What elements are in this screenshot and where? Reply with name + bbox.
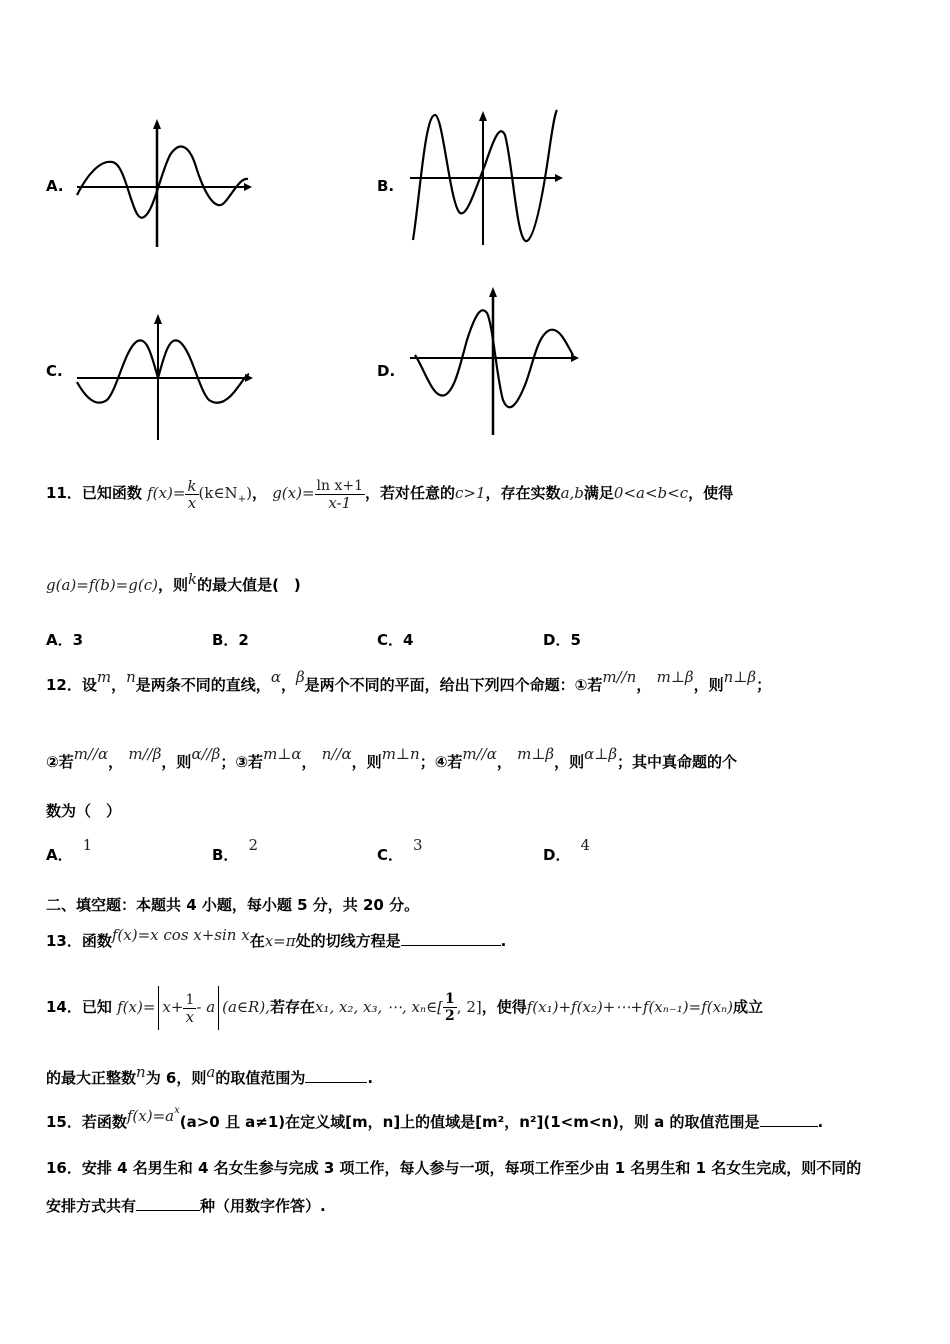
q10-graph-a bbox=[72, 115, 257, 250]
q13-line: 13．函数f(x)=x cos x+sin x在x=π处的切线方程是 . bbox=[46, 926, 507, 950]
q12-option-b[interactable]: B．2 bbox=[212, 836, 258, 864]
q10-option-d-label: D. bbox=[377, 362, 396, 380]
q11-cond-c: c>1 bbox=[455, 484, 486, 502]
q10-option-b-label: B. bbox=[377, 177, 395, 195]
q10-option-c-label: C. bbox=[46, 362, 63, 380]
q16-line1: 16．安排 4 名男生和 4 名女生参与完成 3 项工作，每人参与一项，每项工作至少由 1 名男生和 1 名女生完成，则不同的 bbox=[46, 1159, 862, 1177]
q11-text1: 已知函数 bbox=[81, 484, 142, 502]
q11-ineq: 0<a<b<c bbox=[613, 484, 689, 502]
section2-heading: 二、填空题：本题共 4 小题，每小题 5 分，共 20 分。 bbox=[46, 896, 420, 914]
q12-option-c[interactable]: C．3 bbox=[377, 836, 423, 864]
q11-option-a[interactable]: A．3 bbox=[46, 631, 84, 649]
q14-answer-blank[interactable] bbox=[305, 1068, 367, 1083]
q12-line3: 数为（ ） bbox=[46, 802, 122, 820]
q11-vars-ab: a,b bbox=[560, 484, 584, 502]
q11-text4: 满足 bbox=[583, 484, 614, 502]
q13-answer-blank[interactable] bbox=[401, 931, 501, 946]
q11-text3: ，存在实数 bbox=[485, 484, 561, 502]
q14-line1: 14．已知 f(x)= x+ $\frac{1}{x}$ - a (a∈R),若存在x₁, x₂, x₃, ⋯, xₙ∈[ $\frac{1}{2}$ , 2]，使得f(x₁)+f(x₂)+⋯+f(xₙ₋₁)=f(xₙ)成立 bbox=[46, 982, 763, 1032]
q11-eq-line: g(a)=f(b)=g(c) bbox=[46, 576, 158, 594]
q11-option-b[interactable]: B．2 bbox=[212, 631, 249, 649]
q12-line1: 12．设m，n是两条不同的直线，α，β是两个不同的平面，给出下列四个命题：①若m//n， m⊥β，则n⊥β； bbox=[46, 668, 772, 694]
q12-option-a[interactable]: A．1 bbox=[46, 836, 93, 864]
q10-graph-b bbox=[405, 105, 570, 250]
q10-graph-d bbox=[405, 285, 585, 440]
q11-option-c[interactable]: C．4 bbox=[377, 631, 414, 649]
q16-answer-blank[interactable] bbox=[136, 1196, 200, 1211]
q10-option-a-label: A. bbox=[46, 177, 64, 195]
q14-line2: 的最大正整数n为 6，则a的取值范围为 . bbox=[46, 1063, 374, 1087]
q11-text5: ，使得 bbox=[688, 484, 734, 502]
q11-g-def: g(x)= $\frac{\text{ln x+1}}{x-1}$ bbox=[272, 477, 364, 512]
q10-graph-c bbox=[72, 312, 257, 442]
q11-text2: ，若对任意的 bbox=[365, 484, 456, 502]
q15-answer-blank[interactable] bbox=[760, 1112, 818, 1127]
q12-option-d[interactable]: D．4 bbox=[543, 836, 590, 864]
q11-var-k: k bbox=[187, 570, 198, 588]
q15-line: 15．若函数$f(x)=a^x(a>0$ 且 a≠1)在定义域[m，n]上的值域是[m²，n²](1<m<n)，则 a 的取值范围是 . bbox=[46, 1105, 824, 1131]
q11-text6: ，则 bbox=[157, 576, 188, 594]
q11-comma: ， bbox=[251, 484, 267, 502]
q11-line2 bbox=[46, 570, 301, 595]
q11-line1 bbox=[46, 470, 733, 523]
q11-f-def: f(x)= $\frac{k}{x}$ $(k\in N_+)$ bbox=[147, 476, 252, 512]
q16-line2: 安排方式共有 种（用数字作答）. bbox=[46, 1197, 326, 1215]
q11-option-d[interactable]: D．5 bbox=[543, 631, 581, 649]
q11-text7: 的最大值是( ) bbox=[197, 576, 301, 594]
q11-number: 11． bbox=[46, 484, 82, 502]
q12-line2: ②若m//α， m//β，则α//β；③若m⊥α， n//α，则m⊥n；④若m//α， m⊥β，则α⊥β；其中真命题的个 bbox=[46, 745, 738, 771]
